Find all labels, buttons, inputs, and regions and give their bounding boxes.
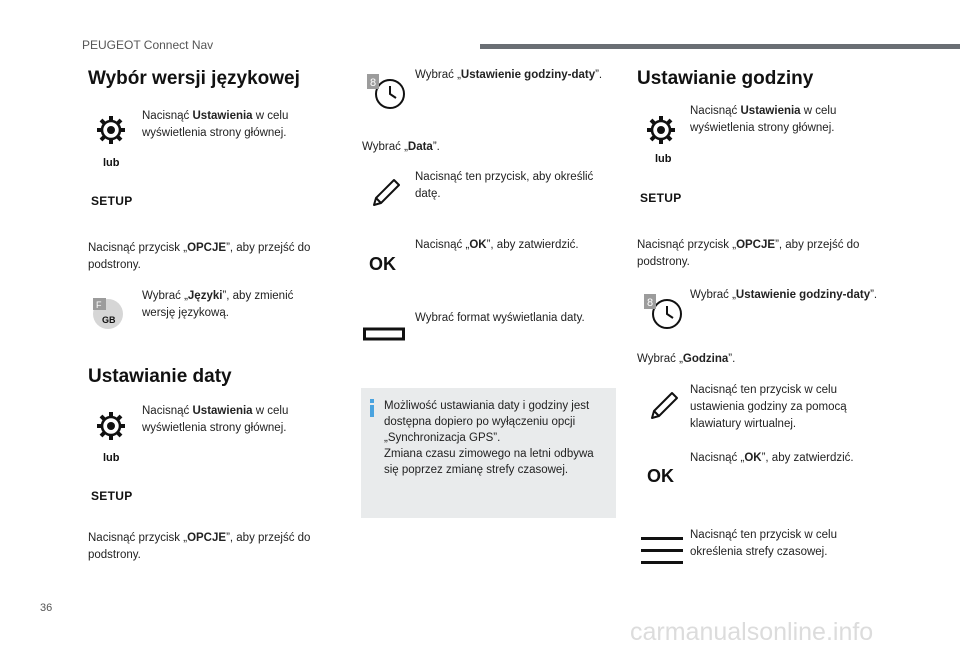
step-text: Nacisnąć ten przycisk, aby określić datę. bbox=[415, 171, 594, 200]
info-note-text: Możliwość ustawiania daty i godziny jest dostępna dopiero po wyłączeniu opcji „Synchronizacja GPS”. Zmiana czasu zimowego na letni odbywa się poprzez zmianę strefy czasowej. bbox=[384, 400, 594, 476]
step-text: Wybrać „Godzina”. bbox=[637, 353, 736, 365]
setup-button-label: SETUP bbox=[640, 191, 682, 205]
clock-icon bbox=[366, 73, 408, 111]
watermark: carmanualsonline.info bbox=[630, 618, 874, 646]
step-text: Nacisnąć przycisk „OPCJE”, aby przejść do podstrony. bbox=[88, 532, 311, 561]
section-heading-time: Ustawianie godziny bbox=[637, 68, 814, 89]
or-label: lub bbox=[103, 157, 120, 169]
step-text: Nacisnąć przycisk „OPCJE”, aby przejść do podstrony. bbox=[637, 239, 860, 268]
step-text: Nacisnąć „OK”, aby zatwierdzić. bbox=[415, 239, 579, 251]
ok-button-label: OK bbox=[369, 254, 396, 274]
or-label: lub bbox=[103, 452, 120, 464]
or-label: lub bbox=[655, 153, 672, 165]
step-text: Nacisnąć ten przycisk w celu ustawienia godziny za pomocą klawiatury wirtualnej. bbox=[690, 384, 847, 430]
setup-button-label: SETUP bbox=[91, 489, 133, 503]
clock-icon bbox=[643, 293, 685, 331]
step-text: Nacisnąć „OK”, aby zatwierdzić. bbox=[690, 452, 854, 464]
info-icon bbox=[368, 399, 376, 417]
step-text: Wybrać „Ustawienie godziny-daty”. bbox=[690, 289, 878, 301]
header-divider bbox=[480, 44, 960, 49]
language-icon-bottom: GB bbox=[102, 315, 116, 325]
step-text: Wybrać format wyświetlania daty. bbox=[415, 312, 585, 324]
gear-icon bbox=[94, 409, 128, 443]
clock-badge: 8 bbox=[647, 297, 654, 309]
rectangle-icon bbox=[363, 326, 405, 342]
step-text: Wybrać „Data”. bbox=[362, 141, 440, 153]
clock-badge: 8 bbox=[370, 77, 377, 89]
step-text: Wybrać „Języki”, aby zmienić wersję językową. bbox=[142, 290, 294, 319]
language-icon-top: F bbox=[96, 300, 102, 310]
step-text: Nacisnąć Ustawienia w celu wyświetlenia strony głównej. bbox=[142, 405, 289, 434]
running-header: PEUGEOT Connect Nav bbox=[82, 38, 214, 52]
step-text: Nacisnąć przycisk „OPCJE”, aby przejść do podstrony. bbox=[88, 242, 311, 271]
section-heading-date: Ustawianie daty bbox=[88, 366, 232, 387]
step-text: Wybrać „Ustawienie godziny-daty”. bbox=[415, 69, 603, 81]
step-text: Nacisnąć Ustawienia w celu wyświetlenia strony głównej. bbox=[690, 105, 837, 134]
language-icon bbox=[90, 295, 126, 331]
gear-icon bbox=[644, 113, 678, 147]
pencil-icon bbox=[368, 176, 402, 210]
step-text: Nacisnąć Ustawienia w celu wyświetlenia strony głównej. bbox=[142, 110, 289, 139]
page-number: 36 bbox=[40, 602, 53, 614]
ok-button-label: OK bbox=[647, 466, 674, 486]
step-text: Nacisnąć ten przycisk w celu określenia strefy czasowej. bbox=[690, 529, 837, 558]
pencil-icon bbox=[646, 389, 680, 423]
gear-icon bbox=[94, 113, 128, 147]
section-heading-language: Wybór wersji językowej bbox=[88, 68, 300, 89]
setup-button-label: SETUP bbox=[91, 194, 133, 208]
menu-icon bbox=[641, 535, 683, 567]
